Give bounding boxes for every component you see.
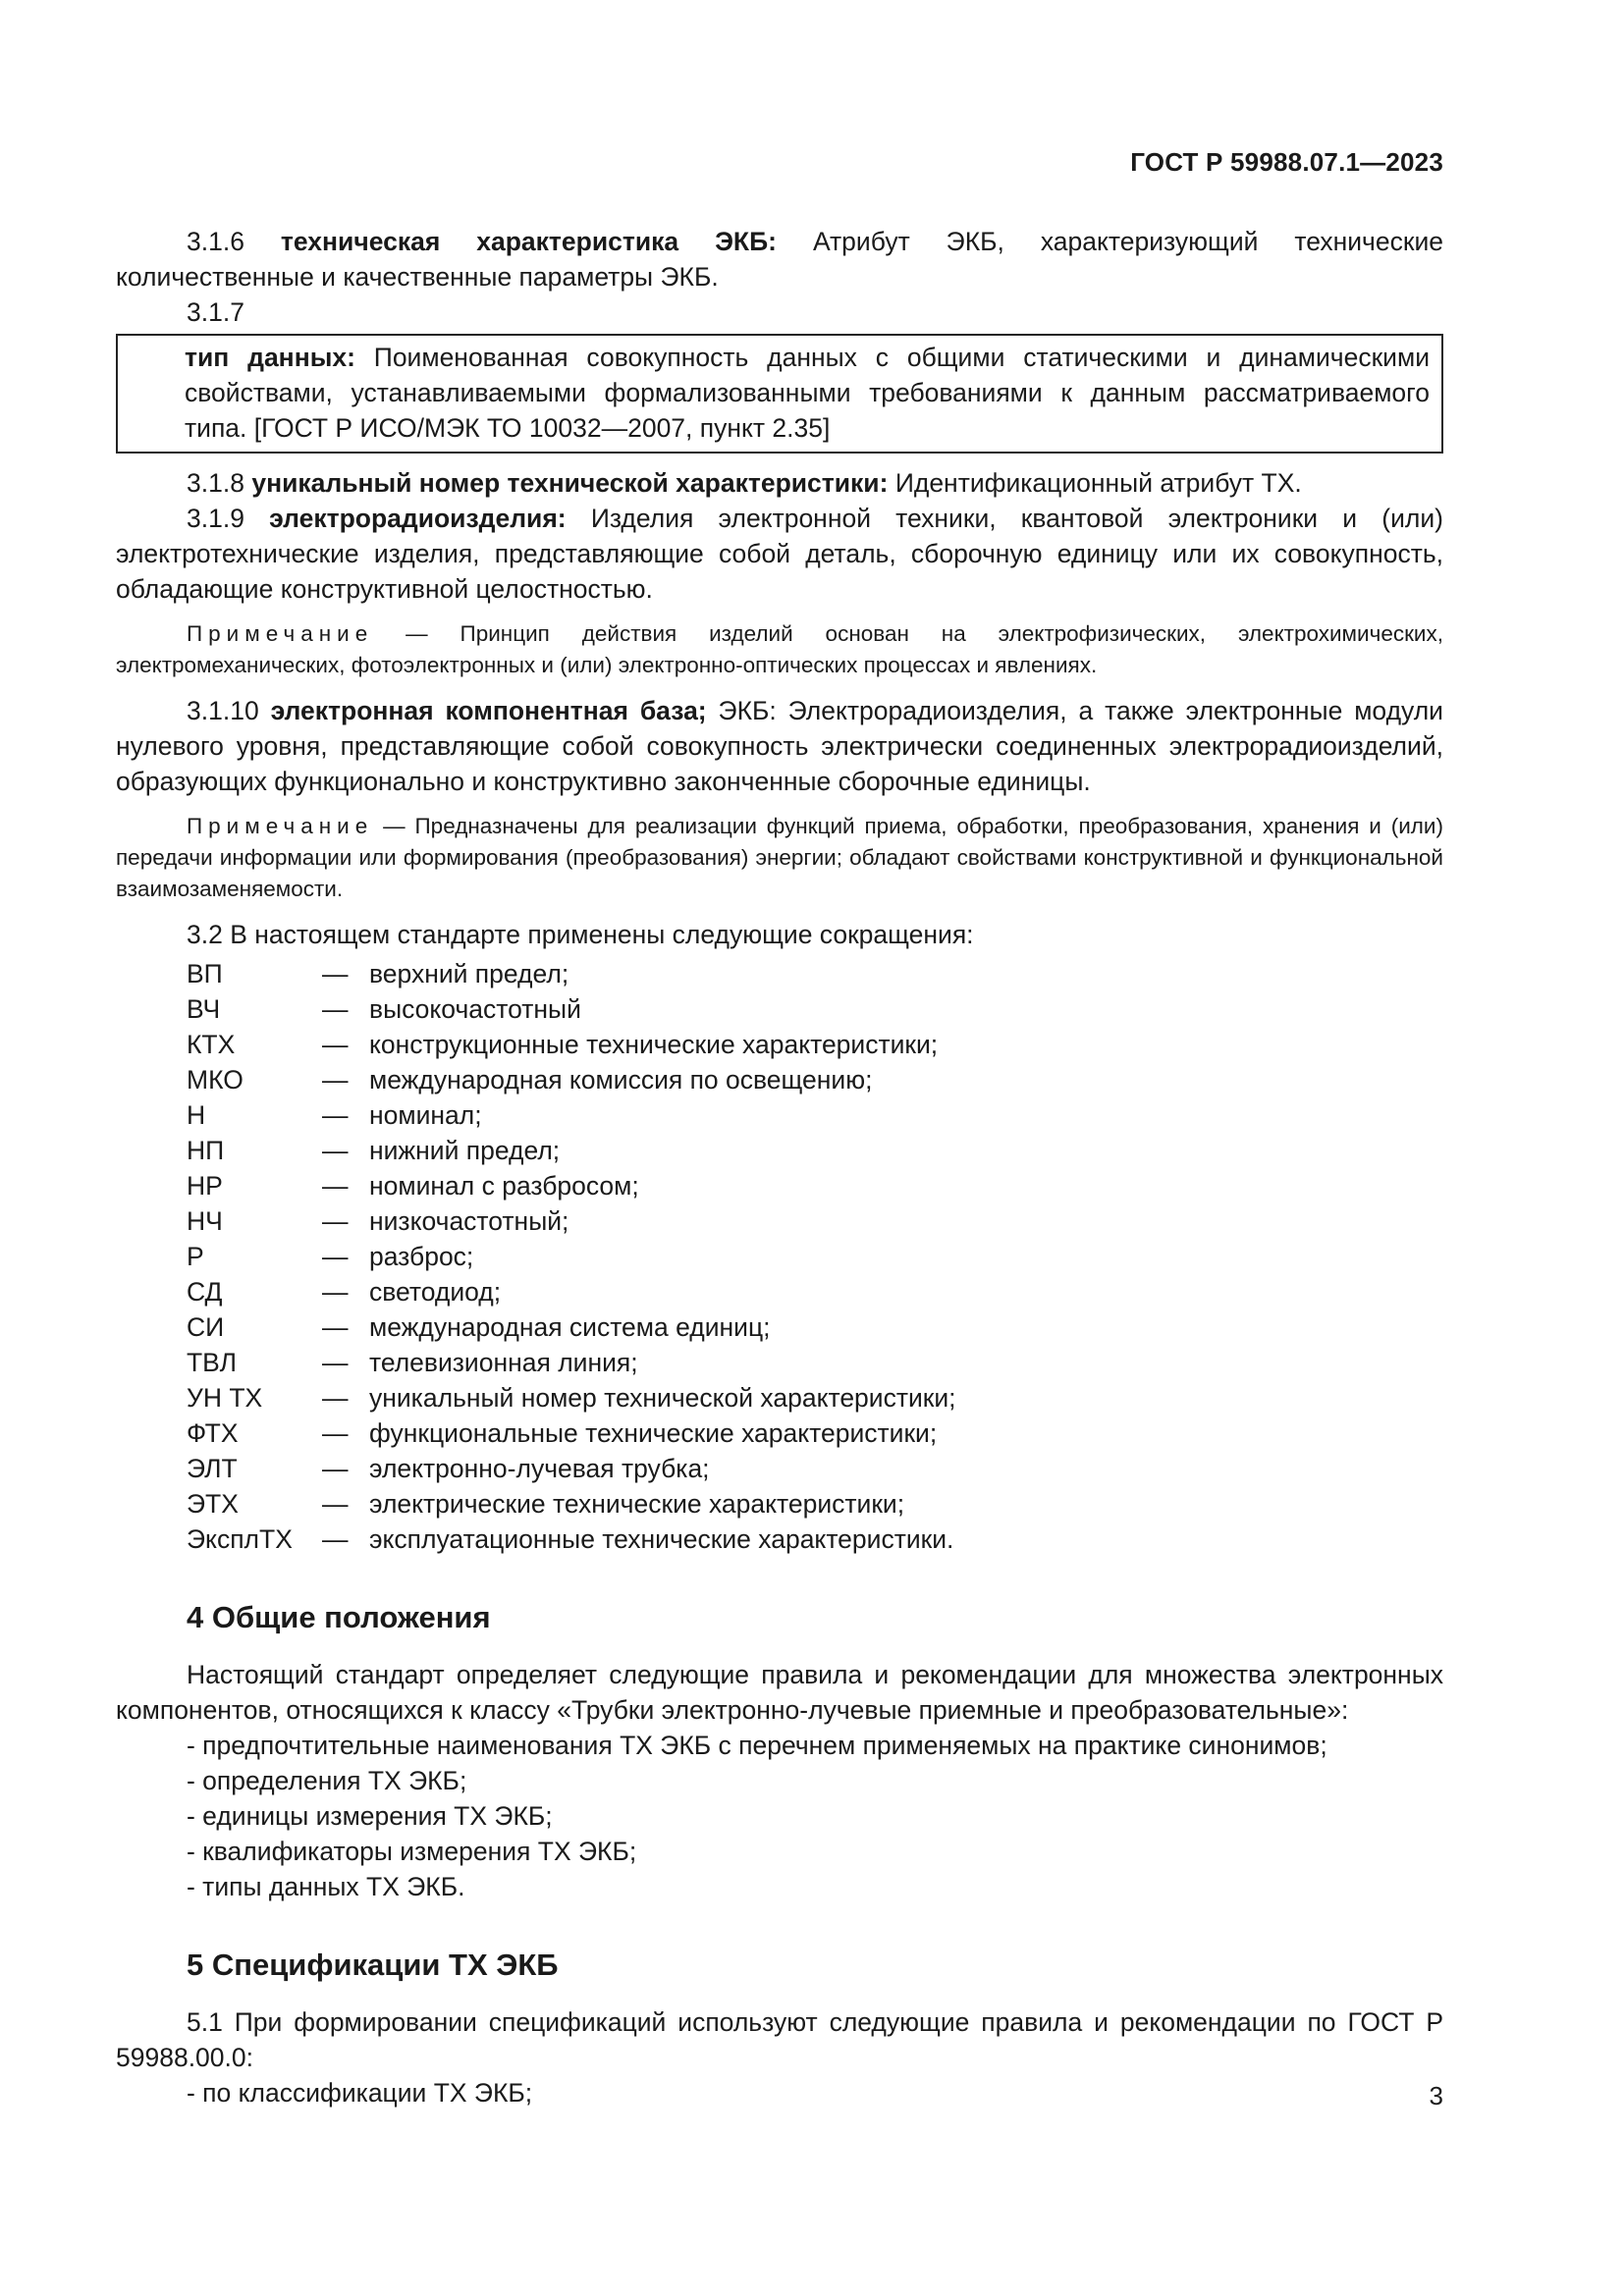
- abbreviation-meaning: номинал;: [369, 1100, 482, 1130]
- list-item: - квалификаторы измерения ТХ ЭКБ;: [187, 1837, 637, 1866]
- abbreviation-code: ТВЛ: [187, 1348, 237, 1377]
- abbreviation-row: [187, 991, 1443, 1027]
- section-5-bullet-list: [187, 2075, 1443, 2110]
- clause-3-1-6: [116, 224, 1443, 294]
- abbreviation-meaning: разброс;: [369, 1242, 474, 1271]
- abbreviation-dash: —: [322, 1348, 349, 1377]
- abbreviation-row: [187, 1309, 1443, 1345]
- abbreviation-dash: —: [322, 1171, 349, 1201]
- abbreviation-meaning: эксплуатационные технические характеристики.: [369, 1524, 954, 1554]
- abbreviation-row: [187, 1133, 1443, 1168]
- abbreviation-dash: —: [322, 1100, 349, 1130]
- abbreviation-code: ВЧ: [187, 994, 221, 1024]
- list-item: - по классификации ТХ ЭКБ;: [187, 2078, 533, 2108]
- abbreviation-code: ЭксплТХ: [187, 1524, 293, 1554]
- abbreviation-dash: —: [322, 959, 349, 988]
- abbreviation-dash: —: [322, 1383, 349, 1413]
- note-label: Примечание: [187, 814, 374, 838]
- list-item: - типы данных ТХ ЭКБ.: [187, 1872, 465, 1901]
- abbreviation-meaning: светодиод;: [369, 1277, 502, 1307]
- note-text: — Предназначены для реализации функций приема, обработки, преобразования, хранения и (или) передачи информации или формирования (преобразования) энергии; обладают свойствами конструктивной и функциональной взаимозаменяемости.: [116, 814, 1443, 901]
- abbreviation-code: ЭЛТ: [187, 1454, 238, 1483]
- abbreviations-list: [187, 956, 1443, 1557]
- document-id-header: ГОСТ Р 59988.07.1—2023: [1130, 147, 1443, 177]
- abbreviation-code: НР: [187, 1171, 223, 1201]
- abbreviation-row: [187, 1522, 1443, 1557]
- abbreviation-row: [187, 1415, 1443, 1451]
- abbreviation-meaning: конструкционные технические характеристики;: [369, 1030, 939, 1059]
- note-1: [116, 618, 1443, 681]
- abbreviation-dash: —: [322, 1030, 349, 1059]
- clause-number: 3.1.6: [187, 227, 244, 256]
- clause-3-2: 3.2 В настоящем стандарте применены следующие сокращения:: [187, 920, 974, 949]
- abbreviation-row: [187, 956, 1443, 991]
- abbreviation-row: [187, 1168, 1443, 1203]
- abbreviation-code: УН ТХ: [187, 1383, 263, 1413]
- abbreviation-meaning: номинал с разбросом;: [369, 1171, 639, 1201]
- abbreviation-row: [187, 1451, 1443, 1486]
- abbreviation-row: [187, 1380, 1443, 1415]
- abbreviation-code: СД: [187, 1277, 223, 1307]
- term: техническая характеристика ЭКБ:: [280, 227, 777, 256]
- clause-number: 3.1.10: [187, 696, 259, 725]
- definition-text: ЭКБ: Электрорадиоизделия, а также электронные модули нулевого уровня, представляющие собой совокупность электрически соединенных электрорадиоизделий, образующих функционально и конструктивно законченные сборочные единицы.: [116, 696, 1443, 796]
- term: тип данных:: [185, 343, 355, 372]
- abbreviation-row: [187, 1027, 1443, 1062]
- abbreviation-dash: —: [322, 1277, 349, 1307]
- clause-3-1-9: [116, 501, 1443, 607]
- abbreviation-dash: —: [322, 994, 349, 1024]
- list-item: - предпочтительные наименования ТХ ЭКБ с перечнем применяемых на практике синонимов;: [187, 1731, 1327, 1760]
- abbreviation-row: [187, 1062, 1443, 1097]
- abbreviation-meaning: верхний предел;: [369, 959, 569, 988]
- term: электрорадиоизделия:: [269, 504, 567, 533]
- section-4-bullet-list: [187, 1728, 1443, 1904]
- definition-text: Атрибут ЭКБ, характеризующий технические количественные и качественные параметры ЭКБ.: [116, 227, 1443, 292]
- abbreviation-row: [187, 1203, 1443, 1239]
- abbreviation-meaning: низкочастотный;: [369, 1206, 569, 1236]
- abbreviation-meaning: функциональные технические характеристики;: [369, 1418, 938, 1448]
- abbreviation-row: [187, 1097, 1443, 1133]
- abbreviation-code: ЭТХ: [187, 1489, 239, 1519]
- abbreviation-dash: —: [322, 1206, 349, 1236]
- note-text: — Принцип действия изделий основан на электрофизических, электрохимических, электромеханических, фотоэлектронных и (или) электронно-оптических процессах и явлениях.: [116, 621, 1443, 677]
- abbreviation-meaning: электронно-лучевая трубка;: [369, 1454, 710, 1483]
- clause-3-1-10: [116, 693, 1443, 799]
- list-item: - определения ТХ ЭКБ;: [187, 1766, 467, 1795]
- abbreviation-code: ВП: [187, 959, 223, 988]
- abbreviation-meaning: нижний предел;: [369, 1136, 561, 1165]
- abbreviation-row: [187, 1274, 1443, 1309]
- section-4-title: 4 Общие положения: [187, 1600, 491, 1634]
- abbreviation-dash: —: [322, 1524, 349, 1554]
- abbreviation-code: Р: [187, 1242, 204, 1271]
- clause-5-1: 5.1 При формировании спецификаций используют следующие правила и рекомендации по ГОСТ Р 59988.00.0:: [116, 2007, 1443, 2072]
- term: электронная компонентная база;: [270, 696, 707, 725]
- abbreviation-dash: —: [322, 1136, 349, 1165]
- list-item: - единицы измерения ТХ ЭКБ;: [187, 1801, 553, 1831]
- abbreviation-code: НП: [187, 1136, 225, 1165]
- note-2: [116, 811, 1443, 905]
- abbreviation-dash: —: [322, 1489, 349, 1519]
- page-number: 3: [1429, 2081, 1443, 2110]
- abbreviation-code: МКО: [187, 1065, 244, 1095]
- document-body: [116, 224, 1443, 2110]
- abbreviation-code: СИ: [187, 1312, 225, 1342]
- abbreviation-meaning: международная комиссия по освещению;: [369, 1065, 873, 1095]
- note-label: Примечание: [187, 621, 374, 646]
- abbreviation-dash: —: [322, 1242, 349, 1271]
- section-5-title: 5 Спецификации ТХ ЭКБ: [187, 1948, 559, 1982]
- abbreviation-code: НЧ: [187, 1206, 223, 1236]
- abbreviation-dash: —: [322, 1454, 349, 1483]
- abbreviation-meaning: уникальный номер технической характеристики;: [369, 1383, 956, 1413]
- abbreviation-meaning: международная система единиц;: [369, 1312, 771, 1342]
- abbreviation-code: КТХ: [187, 1030, 236, 1059]
- abbreviation-dash: —: [322, 1065, 349, 1095]
- term: уникальный номер технической характеристики:: [251, 468, 889, 498]
- abbreviation-dash: —: [322, 1418, 349, 1448]
- clause-number: 3.1.8: [187, 468, 244, 498]
- abbreviation-row: [187, 1486, 1443, 1522]
- abbreviation-code: ФТХ: [187, 1418, 239, 1448]
- abbreviation-row: [187, 1345, 1443, 1380]
- abbreviation-row: [187, 1239, 1443, 1274]
- boxed-definition: [116, 334, 1443, 454]
- clause-3-1-7-number: 3.1.7: [187, 297, 244, 327]
- clause-3-1-8: [116, 465, 1443, 501]
- abbreviation-dash: —: [322, 1312, 349, 1342]
- clause-number: 3.1.9: [187, 504, 244, 533]
- definition-text: Изделия электронной техники, квантовой электроники и (или) электротехнические изделия, представляющие собой деталь, сборочную единицу или их совокупность, обладающие конструктивной целостностью.: [116, 504, 1443, 604]
- section-4-intro: Настоящий стандарт определяет следующие правила и рекомендации для множества электронных компонентов, относящихся к классу «Трубки электронно-лучевые приемные и преобразовательные»:: [116, 1660, 1443, 1725]
- abbreviation-meaning: телевизионная линия;: [369, 1348, 638, 1377]
- abbreviation-code: Н: [187, 1100, 206, 1130]
- definition-text: Идентификационный атрибут ТХ.: [894, 468, 1302, 498]
- abbreviation-meaning: электрические технические характеристики;: [369, 1489, 905, 1519]
- abbreviation-meaning: высокочастотный: [369, 994, 581, 1024]
- definition-text: Поименованная совокупность данных с общими статическими и динамическими свойствами, устанавливаемыми формализованными требованиями к данным рассматриваемого типа. [ГОСТ Р ИСО/МЭК ТО 10032—2007, пункт 2.35]: [185, 343, 1431, 443]
